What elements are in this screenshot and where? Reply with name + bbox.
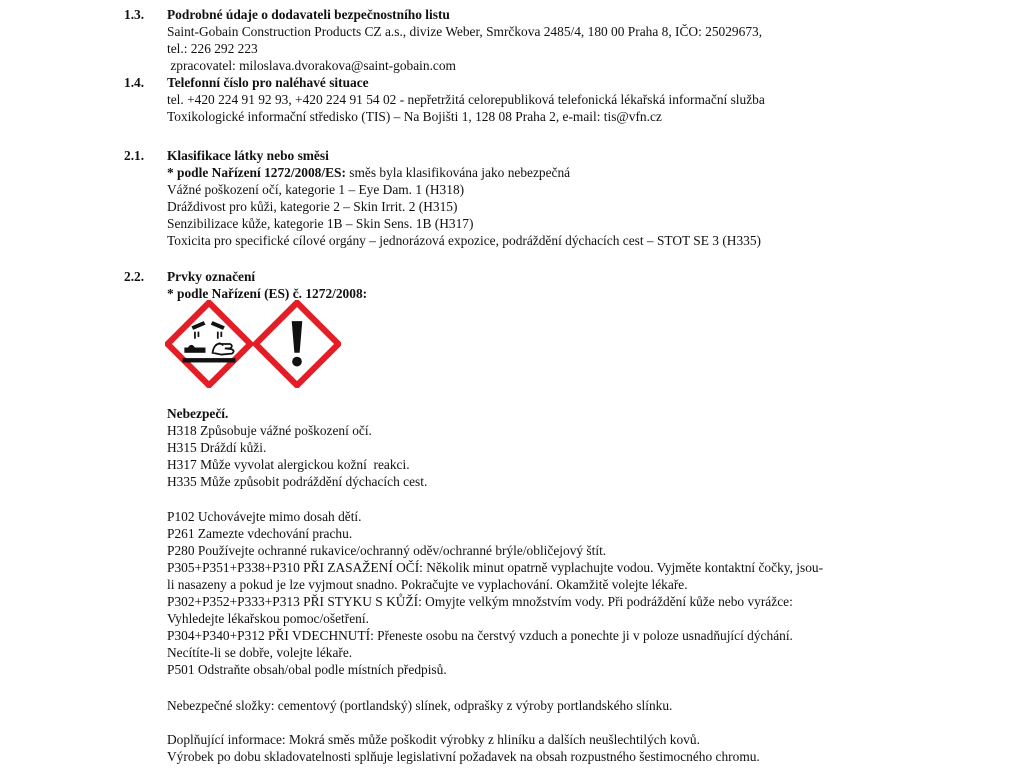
additional-information — [167, 731, 927, 765]
ghs05-corrosion-icon — [165, 300, 253, 388]
section-number: 1.3. — [124, 7, 145, 22]
classification-item: Dráždivost pro kůži, kategorie 2 – Skin Irrit. 2 (H315) — [167, 199, 458, 214]
tis-contact: Toxikologické informační středisko (TIS) – Na Bojišti 1, 128 08 Praha 2, e-mail: tis@vfn.cz — [167, 109, 662, 124]
supplier-line: Saint-Gobain Construction Products CZ a.s., divize Weber, Smrčkova 2485/4, 180 00 Praha 8, IČO: 25029673, — [167, 24, 763, 39]
hazardous-components — [167, 697, 927, 714]
p-statement: li nasazeny a pokud je lze vyjmout snadno. Pokračujte ve vyplachování. Okamžitě volejte lékaře. — [167, 577, 688, 592]
classification-item: Vážné poškození očí, kategorie 1 – Eye Dam. 1 (H318) — [167, 182, 465, 197]
regulation-text: směs byla klasifikována jako nebezpečná — [345, 165, 571, 180]
signal-word: Nebezpečí. — [167, 406, 229, 421]
section-title: Prvky označení — [167, 269, 256, 284]
p-statement: P304+P340+P312 PŘI VDECHNUTÍ: Přeneste osobu na čerstvý vzduch a ponechte ji v poloze usnadňující dýchání. — [167, 628, 793, 643]
processor-email: zpracovatel: miloslava.dvorakova@saint-gobain.com — [167, 58, 456, 73]
h-statement: H335 Může způsobit podráždění dýchacích cest. — [167, 474, 428, 489]
section-title: Klasifikace látky nebo směsi — [167, 148, 329, 163]
additional-info-line: Výrobek po dobu skladovatelnosti splňuje legislativní požadavek na obsah rozpustného šestimocného chromu. — [167, 749, 760, 764]
p-statement: P501 Odstraňte obsah/obal podle místních předpisů. — [167, 662, 447, 677]
classification-item: Toxicita pro specifické cílové orgány – jednorázová expozice, podráždění dýchacích cest – STOT SE 3 (H335) — [167, 233, 761, 248]
h-statement: H315 Dráždí kůži. — [167, 440, 267, 455]
p-statement: P261 Zamezte vdechování prachu. — [167, 526, 353, 541]
ghs07-exclamation-icon — [253, 300, 341, 388]
supplier-phone: tel.: 226 292 223 — [167, 41, 258, 56]
regulation-line — [167, 164, 927, 181]
hazardous-components-text: Nebezpečné složky: cementový (portlandský) slínek, odprašky z výroby portlandského slínku. — [167, 698, 673, 713]
classification-item: Senzibilizace kůže, kategorie 1B – Skin Sens. 1B (H317) — [167, 216, 474, 231]
h-statement: H318 Způsobuje vážné poškození očí. — [167, 423, 372, 438]
p-statement: P302+P352+P333+P313 PŘI STYKU S KŮŽÍ: Omyjte velkým množstvím vody. Při podráždění kůže nebo vyrážce: — [167, 594, 793, 609]
additional-info-line: Doplňující informace: Mokrá směs může poškodit výrobky z hliníku a dalších neušlechtilých kovů. — [167, 732, 700, 747]
hazard-statements — [167, 405, 927, 490]
p-statement: P305+P351+P338+P310 PŘI ZASAŽENÍ OČÍ: Několik minut opatrně vyplachujte vodou. Vyjměte kontaktní čočky, jsou- — [167, 560, 824, 575]
section-number: 1.4. — [124, 75, 145, 90]
p-statement: P280 Používejte ochranné rukavice/ochranný oděv/ochranné brýle/obličejový štít. — [167, 543, 607, 558]
section-title: Telefonní číslo pro naléhavé situace — [167, 75, 369, 90]
p-statement: P102 Uchovávejte mimo dosah dětí. — [167, 509, 362, 524]
h-statement: H317 Může vyvolat alergickou kožní reakci. — [167, 457, 410, 472]
p-statement: Vyhledejte lékařskou pomoc/ošetření. — [167, 611, 369, 626]
precautionary-statements — [167, 508, 927, 678]
emergency-phone: tel. +420 224 91 92 93, +420 224 91 54 02 - nepřetržitá celorepubliková telefonická lékařská informační služba — [167, 92, 765, 107]
p-statement: Necítíte-li se dobře, volejte lékaře. — [167, 645, 353, 660]
ghs-pictograms — [165, 300, 345, 388]
section-number: 2.2. — [124, 269, 145, 284]
regulation-ref: * podle Nařízení 1272/2008/ES: — [167, 165, 346, 180]
section-title: Podrobné údaje o dodavateli bezpečnostního listu — [167, 7, 450, 22]
regulation-ref: * podle Nařízení (ES) č. 1272/2008: — [167, 286, 368, 301]
section-number: 2.1. — [124, 148, 145, 163]
